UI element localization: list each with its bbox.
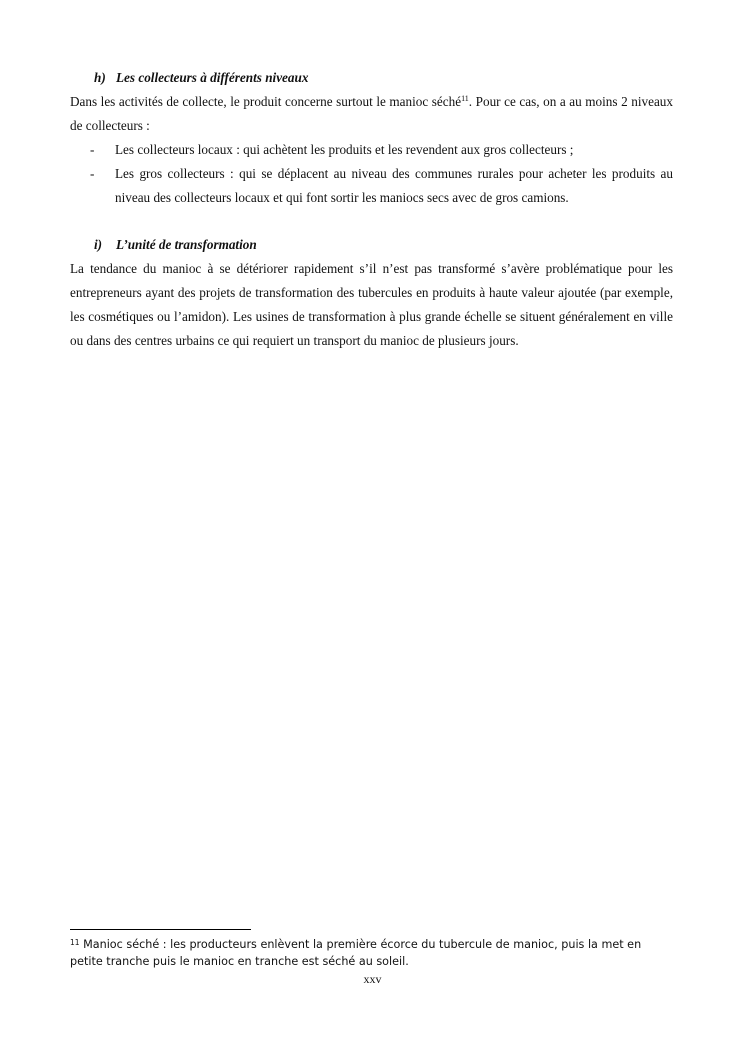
list-item-text: Les collecteurs locaux : qui achètent les produits et les revendent aux gros collecteurs ; bbox=[115, 142, 574, 157]
section-i-title: L’unité de transformation bbox=[116, 237, 257, 252]
section-h-title: Les collecteurs à différents niveaux bbox=[116, 70, 309, 85]
section-h-heading bbox=[94, 70, 308, 86]
section-h-intro-text-end: . Pour ce cas, on a au moins 2 niveaux de collecteurs : bbox=[70, 94, 673, 133]
list-item bbox=[70, 138, 673, 162]
section-i-heading bbox=[94, 237, 257, 253]
footnote bbox=[70, 936, 673, 970]
section-h-marker: h) bbox=[94, 70, 106, 85]
section-i-paragraph: La tendance du manioc à se détériorer rapidement s’il n’est pas transformé s’avère problématique pour les entrepreneurs ayant des projets de transformation des tubercules en produits à haute valeur ajoutée (par exemple, les cosmétiques ou l’amidon). Les usines de transformation à plus grande échelle se situent généralement en ville ou dans des centres urbains ce qui requiert un transport du manioc de plusieurs jours. bbox=[70, 261, 673, 348]
section-h-intro-text: Dans les activités de collecte, le produit concerne surtout le manioc séché bbox=[70, 94, 462, 109]
bullet-dash: - bbox=[90, 166, 95, 181]
list-item-text: Les gros collecteurs : qui se déplacent au niveau des communes rurales pour acheter les produits au niveau des collecteurs locaux et qui font sortir les maniocs secs avec de gros camions. bbox=[115, 166, 673, 205]
bullet-dash: - bbox=[90, 142, 95, 157]
collector-levels-list bbox=[70, 138, 673, 210]
footnote-number: 11 bbox=[70, 938, 80, 947]
footnote-reference[interactable]: 11 bbox=[461, 94, 469, 103]
section-i-marker: i) bbox=[94, 237, 103, 252]
footnote-text: Manioc séché : les producteurs enlèvent la première écorce du tubercule de manioc, puis la met en petite tranche puis le manioc en tranche est séché au soleil. bbox=[70, 938, 642, 968]
page-number: xxv bbox=[363, 972, 382, 986]
section-h-intro bbox=[70, 90, 673, 138]
footnote-separator bbox=[70, 929, 251, 930]
list-item bbox=[70, 162, 673, 210]
